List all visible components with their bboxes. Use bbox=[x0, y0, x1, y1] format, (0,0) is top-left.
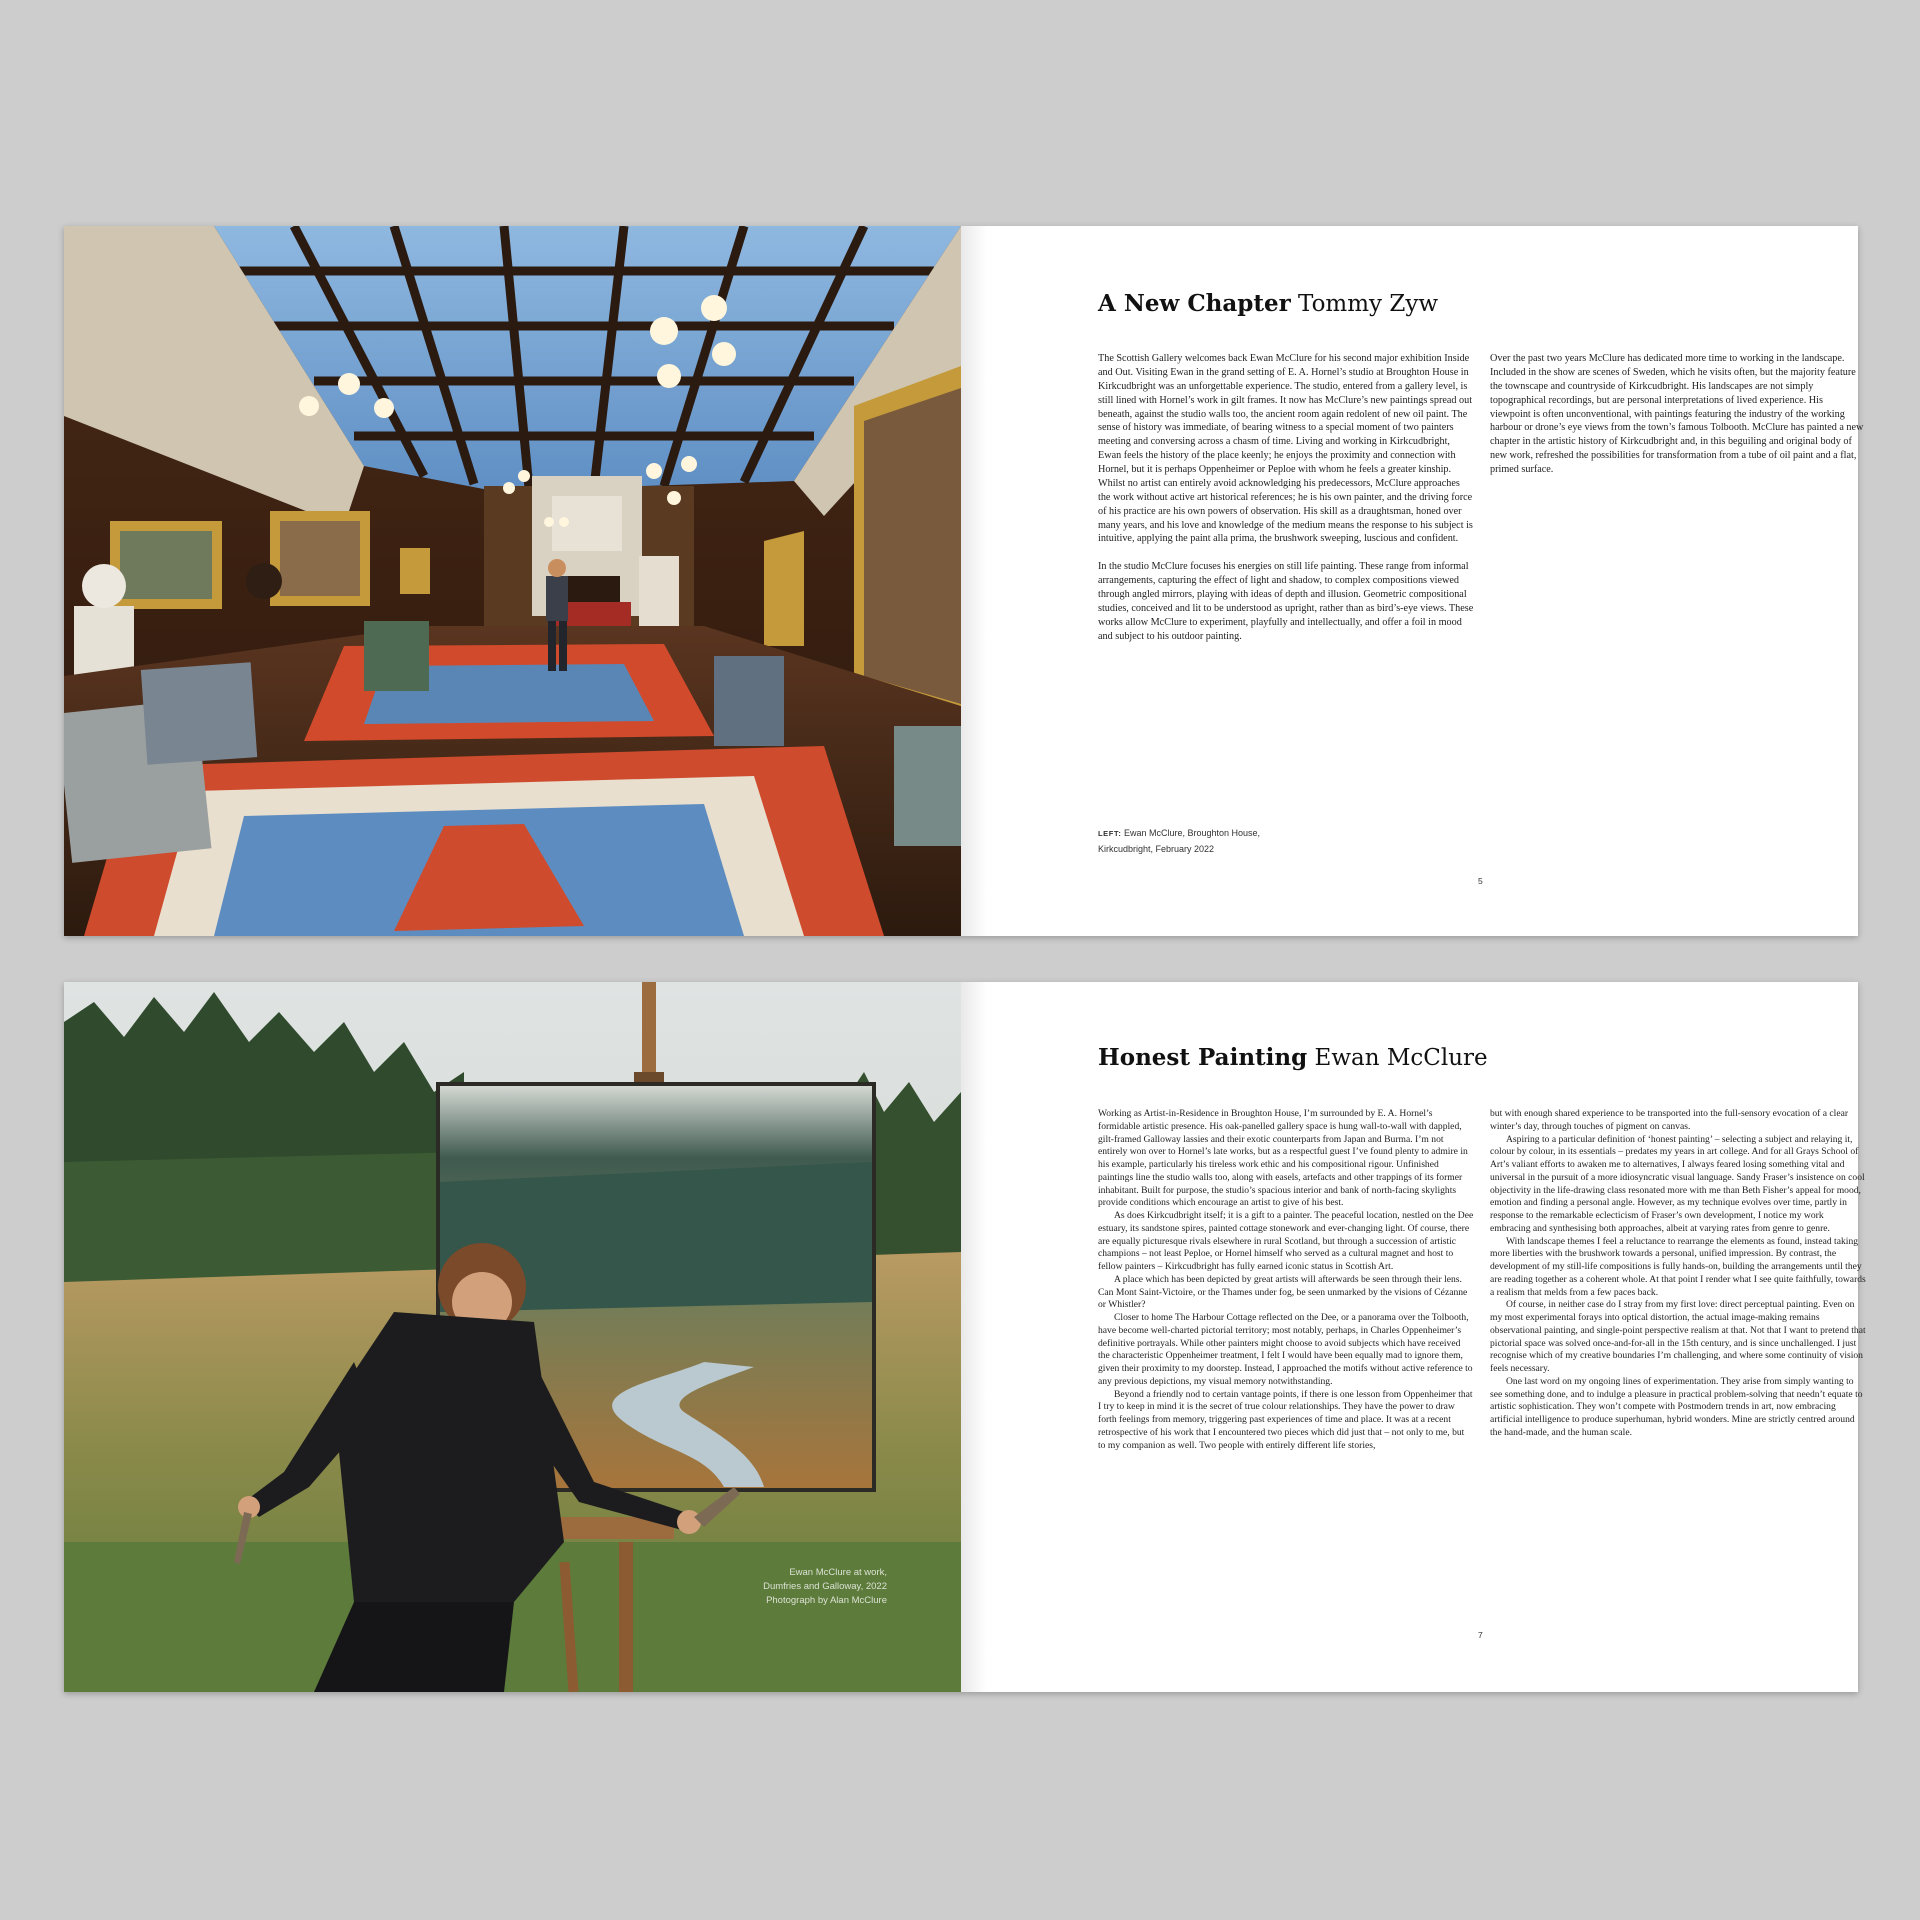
paragraph: The Scottish Gallery welcomes back Ewan McClure for his second major exhibition Inside and Out. Visiting Ewan in the grand setting of E. A. Hornel’s studio at Broughton House in Kirkcudbright was an unforgettable experience. The studio, entered from a gallery level, is still lined with Hornel’s work in gilt frames. It now has McClure’s new paintings spread out beneath, against the studio walls too, the ancient room again redolent of new oil paint. The sense of history was immediate, of bearing witness to a special moment of two painters meeting and conversing across a chasm of time. Living and working in Kirkcudbright, Ewan feels the history of the place keenly; he enjoys the proximity and connection with Hornel, but it is perhaps Oppenheimer or Peploe with whom he feels a greater kinship. Whilst no artist can entirely avoid acknowledging his predecessors, McClure approaches the work without active art historical references; he is his own painter, and the driving force of his practice are his own powers of observation. His skill as a draughtsman, honed over many years, and his love and knowledge of the medium means the response to his subject is intuitive, applying the paint alla prima, the brushwork sweeping, luscious and confident. bbox=[1098, 353, 1473, 545]
title-bold: A New Chapter bbox=[1098, 290, 1291, 317]
page-number: 5 bbox=[1478, 876, 1483, 886]
studio-photo bbox=[64, 226, 961, 936]
caption-line-2: Kirkcudbright, February 2022 bbox=[1098, 843, 1215, 854]
text-column-left bbox=[1098, 352, 1474, 658]
page-number: 7 bbox=[1478, 1630, 1483, 1640]
paragraph: One last word on my ongoing lines of experimentation. They arise from simply wanting to see something done, and to indulge a pleasure in practical problem-solving that needn’t equate to artistic sophistication. They won’t compete with Postmodern trends in art, now embracing artificial intelligence to produce superhuman, hybrid wonders. Mine are strictly centred around the hand-made, and the human scale. bbox=[1490, 1375, 1863, 1438]
paragraph: Of course, in neither case do I stray from my first love: direct perceptual painting. Even on my most experimental forays into optical distortion, the actual image-making remains observational painting, and single-point perspective realism at that. Not that I want to pretend that pictorial space was solved once-and-for-all in the 15th century, and is since unchallenged. I just recognise which of my creative boundaries I’m challenging, and where some continuity of vision feels necessary. bbox=[1490, 1299, 1866, 1374]
caption-line-1: Ewan McClure, Broughton House, bbox=[1123, 828, 1261, 838]
photo-caption-line-2: Dumfries and Galloway, 2022 bbox=[763, 1580, 887, 1592]
spread-honest-painting bbox=[64, 982, 1866, 1692]
title-author: Ewan McClure bbox=[1314, 1045, 1488, 1071]
paragraph: In the studio McClure focuses his energies on still life painting. These range from informal arrangements, capturing the effect of light and shadow, to complex compositions viewed through angled mirrors, playing with ideas of depth and illusion. Geometric compositional studies, conceived and lit to be understood as upright, rather than as bird’s-eye views. These works allow McClure to experiment, playfully and intellectually, and offer a foil in mood and subject to his outdoor painting. bbox=[1098, 561, 1474, 642]
studio-interior-image bbox=[64, 226, 961, 936]
paragraph: Over the past two years McClure has dedicated more time to working in the landscape. Included in the show are scenes of Sweden, which he visits often, but the majority feature the townscape and countryside of Kirkcudbright. His landscapes are not simply topographical recordings, but are personal interpretations of lived experience. His viewpoint is often unconventional, with paintings featuring the industry of the working harbour or drone’s eye views from the town’s famous Tolbooth. McClure has painted a new chapter in the artistic history of Kirkcudbright and, in this beguiling and original body of new work, refreshed the possibilities for transformation from a tube of oil paint and a flat, primed surface. bbox=[1490, 353, 1864, 475]
painter-photo bbox=[64, 982, 961, 1692]
image-caption bbox=[1098, 826, 1318, 858]
paragraph: Aspiring to a particular definition of ‘honest painting’ – selecting a subject and relaying it, colour by colour, in its essentials – predates my years in art college. And for all Grays School of Art’s valiant efforts to awaken me to alternatives, I always feared losing something vital and universal in the pursuit of a more idiosyncratic visual language. Sandy Fraser’s insistence on cool objectivity in the life-drawing class resonated more with me than Beth Fisher’s appeal for mood, emotion and finding a personal angle. However, as my technique evolves over time, partly in response to the remarkable eclecticism of Fraser’s own development, I notice my work embracing and synthesising both approaches, albeit at varying rates from genre to genre. bbox=[1490, 1133, 1865, 1234]
text-column-left bbox=[1098, 1108, 1474, 1452]
photo-caption-line-1: Ewan McClure at work, bbox=[789, 1567, 887, 1578]
photo-caption-line-3: Photograph by Alan McClure bbox=[766, 1594, 887, 1606]
paragraph: Working as Artist-in-Residence in Broughton House, I’m surrounded by E. A. Hornel’s formidable artistic presence. His oak-panelled gallery space is hung wall-to-wall with dappled, gilt-framed Galloway lassies and their exotic counterparts from Japan and Burma. I’m not entirely won over to Hornel’s late works, but as a respectful guest I’ve found plenty to admire in his example, particularly his tireless work ethic and his compositional rigour. Unfinished paintings line the studio walls too, along with easels, artefacts and other trappings of its former inhabitant. Built for purpose, the studio’s spacious interior and bank of north-facing skylights provide conditions which encourage an artist to give of his best. bbox=[1098, 1108, 1468, 1209]
paragraph: With landscape themes I feel a reluctance to rearrange the elements as found, instead taking more liberties with the brushwork towards a personal, unified impression. By contrast, the development of my still-life compositions is fully hands-on, building the arrangements until they are reading together as a coherent whole. At that point I render what I see quite faithfully, towards a realism that melds from a few paces back. bbox=[1490, 1235, 1866, 1298]
text-column-right bbox=[1490, 1108, 1866, 1440]
article-title bbox=[1098, 1044, 1488, 1071]
paragraph: As does Kirkcudbright itself; it is a gift to a painter. The peaceful location, nestled on the Dee estuary, its sandstone spires, painted cottage stonework and ever-changing light. Of course, there are equally picturesque rivals elsewhere in rural Scotland, but through a succession of artistic champions – not least Peploe, or Hornel himself who served as a cultural magnet and host to fellow painters – Kirkcudbright has fully earned iconic status in Scottish Art. bbox=[1098, 1210, 1474, 1272]
text-page-5 bbox=[961, 226, 1864, 936]
paragraph: but with enough shared experience to be transported into the full-sensory evocation of a clear winter’s day, through touches of pigment on canvas. bbox=[1490, 1108, 1849, 1132]
caption-label: LEFT: bbox=[1098, 829, 1122, 838]
paragraph: Closer to home The Harbour Cottage reflected on the Dee, or a panorama over the Tolbooth, have become well-charted pictorial territory; most notably, perhaps, in Charles Oppenheimer’s definitive portrayals. While other painters might choose to avoid subjects which have received the characteristic Oppenheimer treatment, I felt I would have been equally mad to ignore them, given their proximity to my doorstep. Instead, I approached the motifs without active reference to any previous depictions, my visual memory notwithstanding. bbox=[1098, 1312, 1473, 1387]
paragraph: Beyond a friendly nod to certain vantage points, if there is one lesson from Oppenheimer that I try to keep in mind it is the secret of true colour relationships. They have the power to draw forth feelings from memory, triggering past experiences of time and place. It was at a recent retrospective of his work that I encountered two pieces which did just that – not only to me, but to my companion as well. Two people with entirely different life stories, bbox=[1098, 1388, 1473, 1451]
article-title bbox=[1098, 290, 1438, 317]
title-author: Tommy Zyw bbox=[1298, 291, 1439, 317]
photo-caption bbox=[763, 1566, 887, 1607]
paragraph: A place which has been depicted by great artists will afterwards be seen through their lens. Can Mont Saint-Victoire, or the Thames under fog, be seen unmarked by the visions of Cézanne or Whistler? bbox=[1098, 1273, 1468, 1311]
title-bold: Honest Painting bbox=[1098, 1044, 1308, 1071]
text-column-right bbox=[1490, 352, 1866, 491]
spread-a-new-chapter bbox=[64, 226, 1864, 936]
text-page-7 bbox=[961, 982, 1866, 1692]
